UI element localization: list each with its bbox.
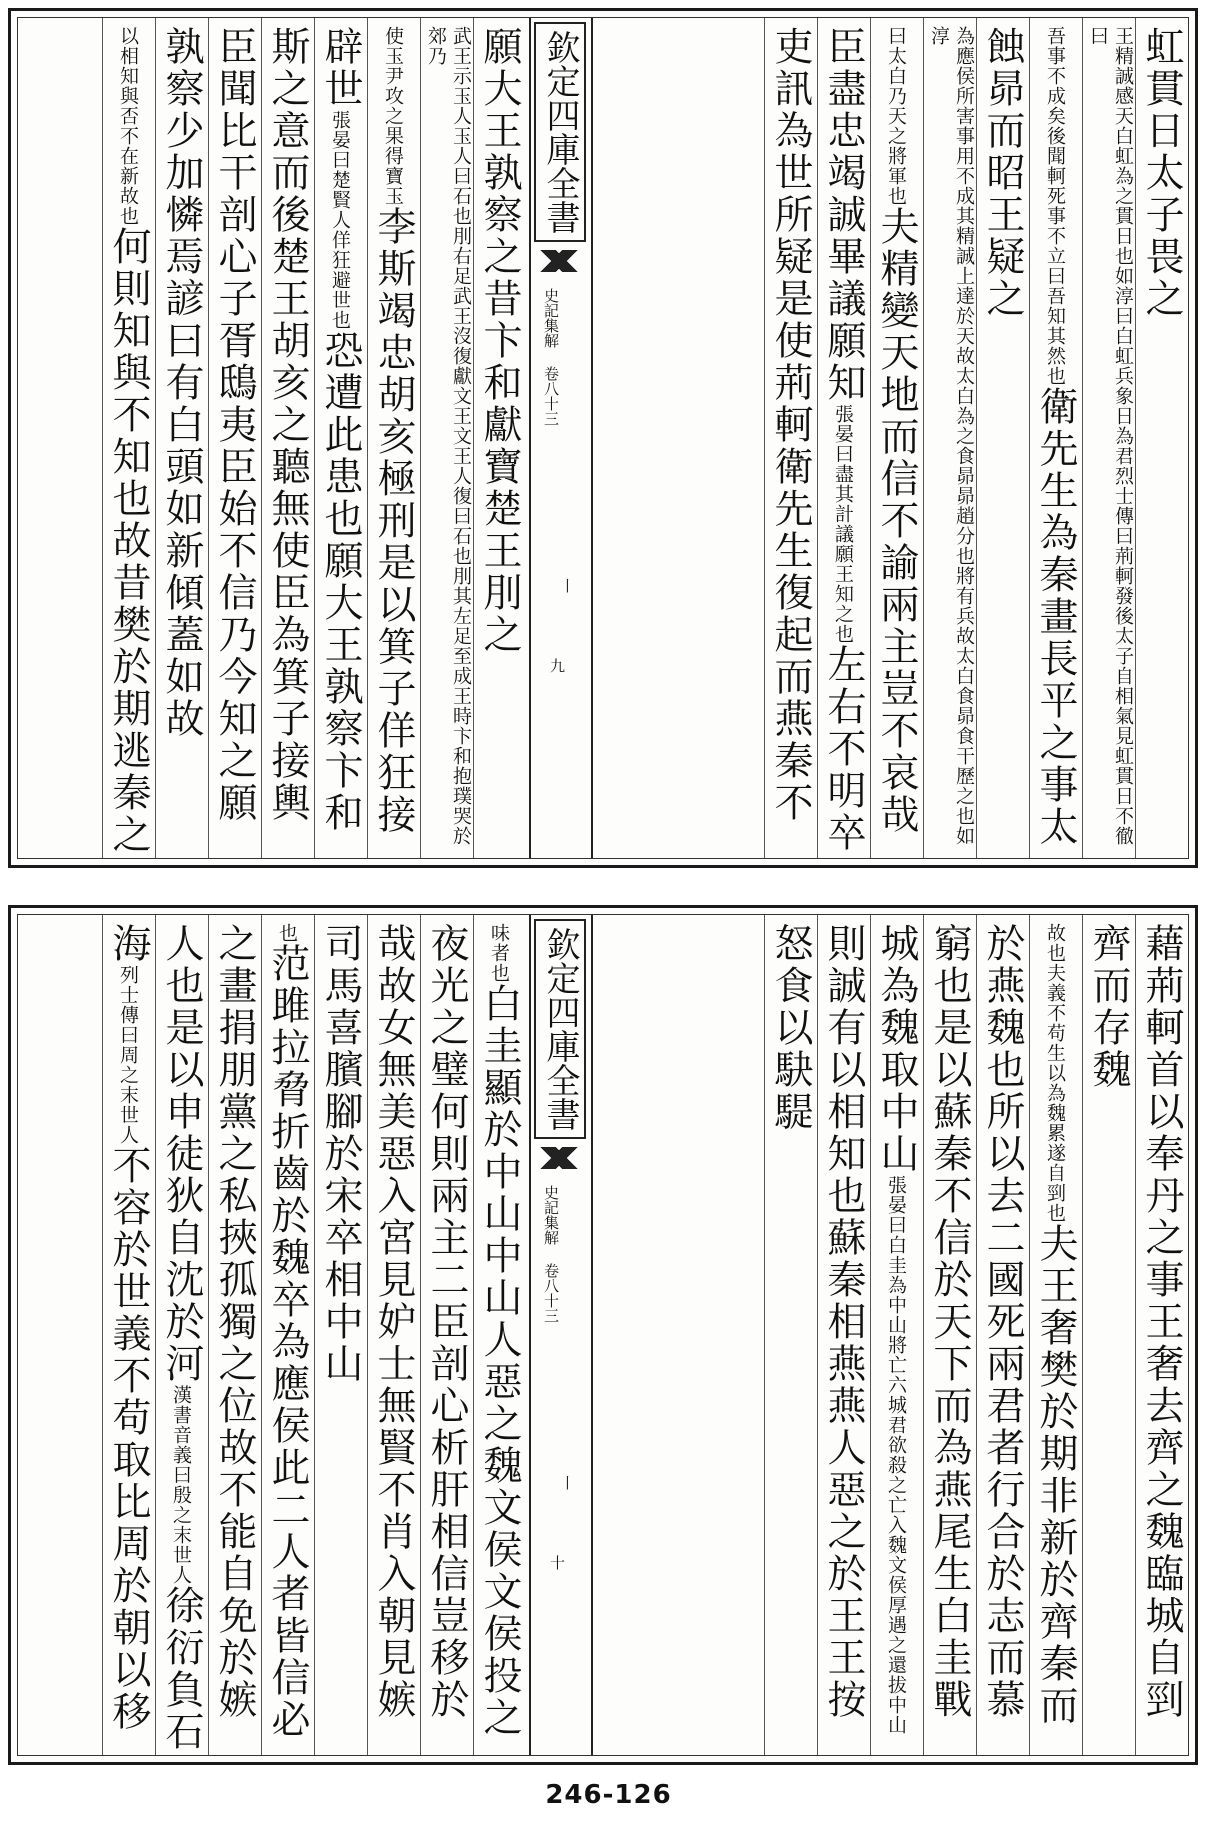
annotation-text: 武王示玉人玉人曰石也刖右足武王沒復獻文王文王人復曰石也刖其左足至成王時卞和抱璞哭於郊乃 xyxy=(425,26,472,846)
chapter-label: 史記集解 卷八十三 xyxy=(542,1185,560,1323)
leaf-number: 九 xyxy=(548,658,566,673)
page-frame xyxy=(17,17,1189,859)
main-text: 衛先生為秦畫長平之事太 xyxy=(1033,386,1078,848)
fish-tail-mark-icon xyxy=(531,250,587,272)
text-column xyxy=(314,915,367,1755)
book-title: 欽定四庫全書 xyxy=(534,919,586,1139)
main-text: 臣聞比干剖心子胥鴟夷臣始不信乃今知之願 xyxy=(212,26,257,824)
book-title: 欽定四庫全書 xyxy=(534,22,586,242)
main-text: 辟世 xyxy=(318,26,363,110)
main-text: 夫王奢樊於期非新於齊秦而 xyxy=(1033,1223,1078,1727)
annotation-text: 張晏曰盡其計議願王知之也 xyxy=(832,404,854,644)
main-text: 白圭顯於中山中山人惡之魏文侯文侯投之 xyxy=(477,983,522,1739)
main-text: 孰察少加憐焉諺曰有白頭如新傾蓋如故 xyxy=(159,26,204,740)
text-column xyxy=(1082,915,1135,1755)
main-text: 何則知與不知也故昔樊於期逃秦之 xyxy=(106,226,151,856)
text-column xyxy=(923,915,976,1755)
main-text: 恐遭此患也願大王孰察卞和 xyxy=(318,330,363,834)
main-text: 范雎拉脅折齒於魏卒為應侯此二人者皆信必 xyxy=(265,943,310,1741)
text-column xyxy=(976,915,1029,1755)
fold-bar-mark: 丨 xyxy=(558,578,576,593)
text-column xyxy=(155,18,208,858)
text-column xyxy=(102,915,155,1755)
text-column xyxy=(473,18,526,858)
main-text: 於燕魏也所以去二國死兩君者行合於志而慕 xyxy=(980,923,1025,1721)
text-column xyxy=(1029,915,1082,1755)
main-text: 蝕昴而昭王疑之 xyxy=(980,26,1025,320)
text-column xyxy=(923,18,976,858)
main-text: 之畫捐朋黨之私挾孤獨之位故不能自免於嫉 xyxy=(212,923,257,1721)
center-fold xyxy=(529,915,593,1755)
leaf-number: 十 xyxy=(548,1555,566,1570)
text-column xyxy=(817,18,870,858)
page-block-top xyxy=(8,8,1198,868)
main-text: 窮也是以蘇秦不信於天下而為燕尾生白圭戰 xyxy=(927,923,972,1721)
annotation-text: 以相知與否不在新故也 xyxy=(117,26,139,226)
main-text: 夫精變天地而信不諭兩主豈不哀哉 xyxy=(874,206,919,836)
main-text: 左右不明卒 xyxy=(821,644,866,854)
text-column xyxy=(473,915,526,1755)
text-column xyxy=(870,18,923,858)
text-column xyxy=(208,915,261,1755)
annotation-text: 王精誠感天白虹為之貫日也如淳曰白虹兵象日為君烈士傳曰荊軻發後太子自相氣見虹貫日不徹曰 xyxy=(1087,26,1134,846)
main-text: 不容於世義不苟取比周於朝以移 xyxy=(106,1145,151,1733)
text-column xyxy=(261,915,314,1755)
page-frame xyxy=(17,914,1189,1756)
main-text: 徐衍負石 xyxy=(159,1585,204,1753)
main-text: 則誠有以相知也蘇秦相燕燕人惡之於王王按 xyxy=(821,923,866,1721)
main-text: 願大王孰察之昔卞和獻寶楚王刖之 xyxy=(477,26,522,656)
text-column xyxy=(261,18,314,858)
main-text: 藉荊軻首以奉丹之事王奢去齊之魏臨城自剄 xyxy=(1139,923,1184,1721)
text-column xyxy=(870,915,923,1755)
text-column xyxy=(1029,18,1082,858)
fish-tail-mark-icon xyxy=(531,1147,587,1169)
page-number: 246-126 xyxy=(545,1780,672,1810)
annotation-text: 也 xyxy=(276,923,298,943)
main-text: 哉故女無美惡入宮見妒士無賢不肖入朝見嫉 xyxy=(371,923,416,1721)
main-text: 吏訊為世所疑是使荊軻衛先生復起而燕秦不 xyxy=(768,26,813,824)
text-column xyxy=(155,915,208,1755)
text-column xyxy=(817,915,870,1755)
text-column xyxy=(764,18,817,858)
text-column xyxy=(367,18,420,858)
main-text: 海 xyxy=(106,923,151,965)
text-column xyxy=(1135,18,1188,858)
annotation-text: 味者也 xyxy=(488,923,510,983)
main-text: 齊而存魏 xyxy=(1086,923,1131,1091)
annotation-text: 漢書音義曰殷之末世人 xyxy=(170,1385,192,1585)
main-text: 司馬喜臏腳於宋卒相中山 xyxy=(318,923,363,1385)
annotation-text: 張晏曰楚賢人佯狂避世也 xyxy=(329,110,351,330)
text-column xyxy=(314,18,367,858)
annotation-text: 曰太白乃天之將軍也 xyxy=(885,26,907,206)
annotation-text: 張晏曰白圭為中山將亡六城君欲殺之亡入魏文侯厚遇之還拔中山 xyxy=(885,1175,907,1735)
center-fold xyxy=(529,18,593,858)
left-half-columns xyxy=(18,18,526,858)
text-column xyxy=(1082,18,1135,858)
text-column xyxy=(764,915,817,1755)
text-column xyxy=(102,18,155,858)
main-text: 城為魏取中山 xyxy=(874,923,919,1175)
text-column xyxy=(208,18,261,858)
main-text: 怒食以駃騠 xyxy=(768,923,813,1133)
annotation-text: 故也夫義不苟生以為魏累遂自剄也 xyxy=(1044,923,1066,1223)
fold-bar-mark: 丨 xyxy=(558,1475,576,1490)
text-column xyxy=(1135,915,1188,1755)
main-text: 斯之意而後楚王胡亥之聽無使臣為箕子接輿 xyxy=(265,26,310,824)
chapter-label: 史記集解 卷八十三 xyxy=(542,288,560,426)
page-block-bottom xyxy=(8,905,1198,1765)
text-column xyxy=(420,915,473,1755)
annotation-text: 使玉尹攻之果得寶玉 xyxy=(382,26,404,206)
right-half-columns xyxy=(573,915,1188,1755)
annotation-text: 列士傳曰周之末世人 xyxy=(117,965,139,1145)
main-text: 虹貫日太子畏之 xyxy=(1139,26,1184,320)
main-text: 李斯竭忠胡亥極刑是以箕子佯狂接 xyxy=(371,206,416,836)
right-half-columns xyxy=(573,18,1188,858)
main-text: 臣盡忠竭誠畢議願知 xyxy=(821,26,866,404)
text-column xyxy=(976,18,1029,858)
main-text: 夜光之璧何則兩主二臣剖心析肝相信豈移於 xyxy=(424,923,469,1721)
annotation-text: 為應侯所害事用不成其精誠上達於天故太白為之食昴昴趙分也將有兵故太白食昴食干歷之也如淳 xyxy=(928,26,975,846)
main-text: 人也是以申徒狄自沈於河 xyxy=(159,923,204,1385)
annotation-text: 吾事不成矣後聞軻死事不立曰吾知其然也 xyxy=(1044,26,1066,386)
text-column xyxy=(367,915,420,1755)
left-half-columns xyxy=(18,915,526,1755)
text-column xyxy=(420,18,473,858)
